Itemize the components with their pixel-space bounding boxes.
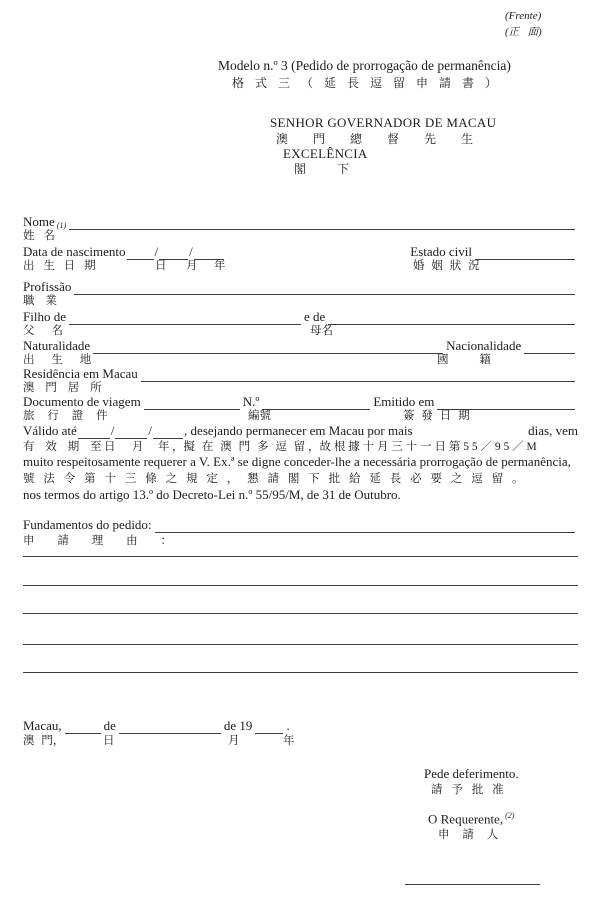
residencia-label: Residência em Macau	[23, 366, 138, 381]
naturalidade-label-zh: 出 生 地	[23, 354, 92, 366]
e-de-label-zh: 母名	[310, 325, 333, 337]
fundamentos-input-line-1[interactable]	[155, 519, 575, 533]
birth-month-zh: 月	[186, 260, 198, 272]
law-text-zh: ，故 根 據 十 月 三 十 一 日 第 5 5 ／ 9 5 ／ M	[308, 441, 537, 453]
spacer	[225, 259, 410, 260]
app-year-zh: 年	[283, 735, 295, 747]
valid-month-input-line[interactable]	[115, 425, 147, 439]
side-label-zh: (正 面)	[505, 27, 542, 38]
fundamentos-label-zh: 申 請 理 由 ：	[23, 535, 172, 547]
filho-de-label-zh: 父 名	[23, 325, 63, 337]
requerente-note: (2)	[505, 811, 515, 820]
pede-deferimento-label-zh: 請 予 批 准	[431, 784, 504, 796]
date-slash: /	[148, 423, 153, 438]
macau-label: Macau,	[23, 718, 62, 733]
fundamentos-input-line-6[interactable]	[23, 672, 578, 673]
numero-input-line[interactable]	[262, 396, 370, 410]
addressee-line1-zh: 澳 門 總 督 先 生	[276, 132, 474, 146]
addressee-line1-pt: SENHOR GOVERNADOR DE MACAU	[270, 115, 497, 130]
field-row-profissao	[23, 279, 578, 295]
app-day-zh: 日	[103, 735, 115, 747]
emitido-label: Emitido em	[373, 394, 435, 409]
numero-label-zh: 編號	[248, 410, 271, 422]
field-row-nascimento	[23, 244, 578, 260]
request-line2-pt: muito respeitosamente requerer a V. Ex.ª se digne conceder-lhe a necessária prorrogação de permanência,	[23, 454, 571, 469]
estado-civil-input-line[interactable]	[475, 246, 575, 260]
form-title-zh: 格 式 三 （ 延 長 逗 留 申 請 書 ）	[232, 76, 498, 90]
valid-year-zh: 年	[158, 441, 170, 453]
valid-day-input-line[interactable]	[78, 425, 110, 439]
nascimento-label-zh: 出 生 日 期	[23, 260, 96, 272]
app-day-input-line[interactable]	[65, 720, 101, 734]
fundamentos-label: Fundamentos do pedido:	[23, 517, 152, 532]
mae-input-line[interactable]	[328, 311, 575, 325]
valid-month-zh: 月	[132, 441, 144, 453]
field-row-nome	[23, 214, 578, 230]
request-line1	[23, 423, 578, 439]
naturalidade-input-line[interactable]	[93, 340, 443, 354]
fundamentos-input-line-3[interactable]	[23, 585, 578, 586]
date-slash: /	[154, 244, 159, 259]
nacionalidade-label-zh: 國 籍	[437, 354, 491, 366]
fundamentos-row	[23, 517, 578, 533]
birth-day-zh: 日	[155, 260, 167, 272]
de1-label: de	[103, 718, 116, 733]
field-row-naturalidade	[23, 338, 578, 354]
addressee-line2-pt: EXCELÊNCIA	[283, 146, 368, 161]
nacionalidade-input-line[interactable]	[524, 340, 575, 354]
emitido-label-zh: 簽 發 日 期	[403, 410, 470, 422]
nascimento-label: Data de nascimento	[23, 244, 126, 259]
requerente-label-text: O Requerente,	[428, 811, 504, 827]
numero-label: N.º	[242, 394, 260, 409]
request-line3-pt: nos termos do artigo 13.º do Decreto-Lei n.º 55/95/M, de 31 de Outubro.	[23, 487, 401, 502]
profissao-label: Profissão	[23, 279, 72, 294]
nome-label-zh: 姓 名	[23, 230, 55, 242]
profissao-label-zh: 職 業	[23, 295, 57, 307]
documento-input-line[interactable]	[144, 396, 240, 410]
de19-label: de 19	[223, 718, 253, 733]
side-label-pt: (Frente)	[505, 10, 542, 22]
valido-ate-label-zh: 有 效 期 至	[23, 441, 102, 453]
documento-label-zh: 旅 行 證 件	[23, 410, 108, 422]
residencia-label-zh: 澳 門 居 所	[23, 382, 102, 394]
valid-day-zh: 日	[104, 441, 116, 453]
date-slash: /	[189, 244, 193, 259]
requerente-label-zh: 申 請 人	[438, 829, 499, 841]
macau-label-zh: 澳 門，	[23, 735, 65, 747]
nome-note: (1)	[56, 221, 67, 230]
nome-input-line[interactable]	[69, 216, 575, 230]
valid-year-input-line[interactable]	[153, 425, 183, 439]
nacionalidade-label: Nacionalidade	[446, 338, 522, 353]
valido-ate-label: Válido até	[23, 423, 77, 438]
requerente-label	[428, 811, 514, 827]
request-line2-zh: 號 法 令 第 十 三 條 之 規 定 ， 懇 請 閣 下 批 給 延 長 必 要 之 逗 留 。	[23, 473, 524, 485]
field-row-filiacao	[23, 309, 578, 325]
estado-civil-label: Estado civil	[410, 244, 472, 259]
profissao-input-line[interactable]	[74, 281, 575, 295]
nome-label: Nome	[23, 214, 55, 229]
fundamentos-input-line-5[interactable]	[23, 644, 578, 645]
pai-input-line[interactable]	[69, 311, 301, 325]
app-month-input-line[interactable]	[119, 720, 221, 734]
signature-line[interactable]	[405, 884, 540, 885]
fundamentos-input-line-4[interactable]	[23, 613, 578, 614]
filho-de-label: Filho de	[23, 309, 66, 324]
application-date-row	[23, 718, 320, 734]
app-month-zh: 月	[228, 735, 240, 747]
form-title-pt: Modelo n.º 3 (Pedido de prorrogação de permanência)	[218, 58, 511, 73]
app-year-input-line[interactable]	[255, 720, 283, 734]
pede-deferimento-label: Pede deferimento.	[424, 766, 519, 781]
residencia-input-line[interactable]	[141, 368, 575, 382]
wish-text-pt: , desejando permanecer em Macau por mais	[184, 423, 413, 438]
birth-year-zh: 年	[214, 260, 226, 272]
fundamentos-input-line-2[interactable]	[23, 556, 578, 557]
date-slash: /	[110, 423, 115, 438]
days-text-pt: dias, vem	[528, 423, 578, 438]
addressee-line2-zh: 閣 下	[294, 162, 350, 176]
estado-civil-label-zh: 婚 姻 狀 況	[413, 260, 480, 272]
documento-label: Documento de viagem	[23, 394, 141, 409]
naturalidade-label: Naturalidade	[23, 338, 91, 353]
wish-text-zh: ，擬 在 澳 門 多 逗 留	[172, 441, 306, 453]
field-row-residencia	[23, 366, 578, 382]
date-period: .	[286, 718, 290, 733]
birth-day-input-line[interactable]	[127, 246, 154, 260]
e-de-label: e de	[303, 309, 326, 324]
